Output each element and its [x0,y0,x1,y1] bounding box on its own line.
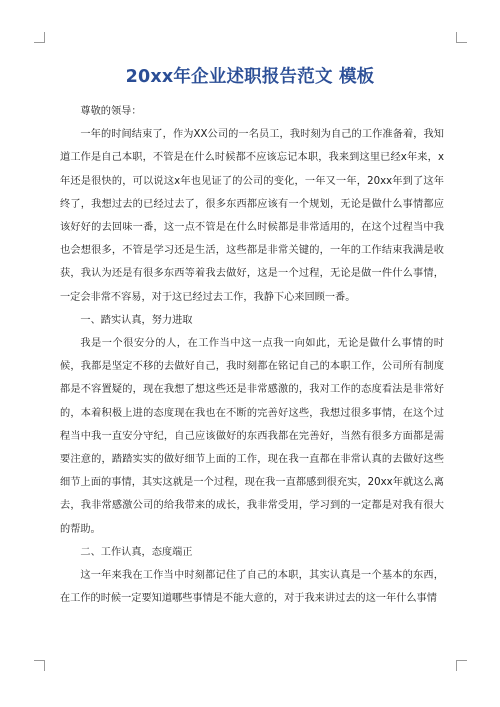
crop-mark-bottom-right [456,660,467,671]
crop-mark-top-left [34,32,45,43]
section-heading-2: 二、工作认真，态度端正 [80,546,193,558]
paragraph-intro: 一年的时间结束了，作为XX公司的一名员工，我时刻为自己的工作准备着，我知道工作是自己本职，不管是在什么时候都不应该忘记本职，我来到这里已经x年来，x年还是很快的，可以说这x年也见证了的公司的变化，一年又一年，20xx年到了这年终了，我想过去的已经过去了，很多东西都应该有一个规划，无论是做什么事情都应该好好的去回味一番，这一点不管是在什么时候都是非常适用的，在这个过程当中我也会想很多，不管是学习还是生活，这些都是非常关键的，一年的工作结束我满是收获，我认为还是有很多东西等着我去做好，这是一个过程，无论是做一件什么事情，一定会非常不容易，对于这已经过去工作，我静下心来回顾一番。 [60,129,444,303]
document-body [60,100,444,610]
document-title: 20xx年企业述职报告范文 模板 [125,67,375,87]
crop-mark-bottom-left [34,660,45,671]
paragraph-section-2: 这一年来我在工作当中时刻都记住了自己的本职，其实认真是一个基本的东西，在工作的时候一定要知道哪些事情是不能大意的，对于我来讲过去的这一年什么事情 [60,570,444,605]
section-heading-1: 一、踏实认真，努力进取 [80,314,193,326]
crop-mark-top-right [456,32,467,43]
paragraph-section-1: 我是一个很安分的人，在工作当中这一点我一向如此，无论是做什么事情的时候，我都是坚定不移的去做好自己，我时刻都在铭记自己的本职工作，公司所有制度都是不容置疑的，现在我想了想这些还是非常感激的，我对工作的态度看法是非常好的，本着积极上进的态度现在我也在不断的完善好这些，我想过很多事情，在这个过程当中我一直安分守纪，自己应该做好的东西我都在完善好，当然有很多方面都是需要注意的，踏踏实实的做好细节上面的工作，现在我一直都在非常认真的去做好这些细节上面的事情，其实这就是一个过程，现在我一直都感到很充实，20xx年就这么离去，我非常感激公司的给我带来的成长，我非常受用，学习到的一定都是对我有很大的帮助。 [60,338,444,535]
greeting: 尊敬的领导： [80,106,142,117]
